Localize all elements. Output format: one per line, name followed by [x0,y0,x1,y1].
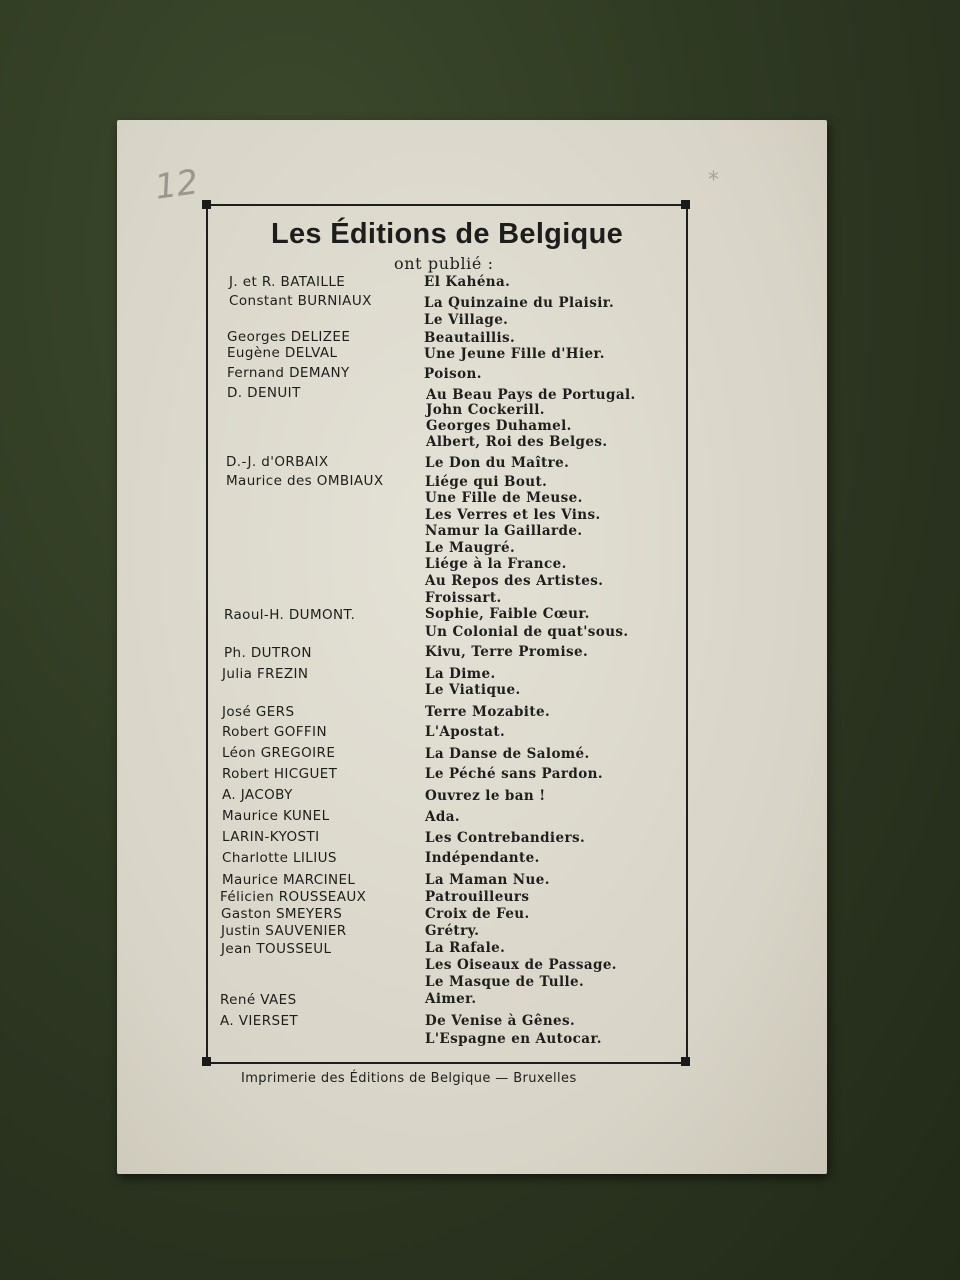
author-name: Raoul-H. DUMONT. [224,607,356,623]
book-title: La Quinzaine du Plaisir. [424,295,615,311]
book-title: Albert, Roi des Belges. [426,434,608,450]
book-title: Terre Mozabite. [425,704,551,720]
frame-corner-ornament [202,1057,211,1066]
author-name: Maurice MARCINEL [222,872,356,888]
author-name: Justin SAUVENIER [221,923,347,939]
frame-corner-ornament [681,1057,690,1066]
book-title: Le Don du Maître. [425,455,570,471]
frame-corner-ornament [202,200,211,209]
book-title: Liége à la France. [425,556,567,572]
author-name: A. VIERSET [220,1013,299,1029]
book-title: Le Viatique. [425,682,521,698]
author-name: Charlotte LILIUS [222,850,337,866]
book-title: Beautaillis. [424,330,516,346]
book-title: La Rafale. [425,940,506,956]
book-title: Les Verres et les Vins. [425,507,601,523]
book-title: Le Péché sans Pardon. [425,766,603,782]
author-name: D.-J. d'ORBAIX [226,454,329,470]
book-title: Le Maugré. [425,540,516,556]
book-title: La Maman Nue. [425,872,550,888]
pencil-star-mark: * [708,168,719,193]
book-title: La Danse de Salomé. [425,746,590,762]
author-name: Ph. DUTRON [224,645,312,661]
book-title: Indépendante. [425,850,540,866]
author-name: Jean TOUSSEUL [221,941,332,957]
book-title: Les Contrebandiers. [425,830,586,846]
book-title: L'Espagne en Autocar. [425,1031,602,1047]
book-title: La Dime. [425,666,496,682]
book-title: Froissart. [425,590,502,606]
book-title: Les Oiseaux de Passage. [425,957,617,973]
book-title: Kivu, Terre Promise. [425,644,589,660]
author-name: Gaston SMEYERS [221,906,343,922]
author-name: Julia FREZIN [222,666,309,682]
book-title: Ouvrez le ban ! [425,788,546,804]
author-name: Maurice KUNEL [222,808,330,824]
book-title: John Cockerill. [426,402,545,418]
book-title: Une Jeune Fille d'Hier. [424,346,605,362]
book-title: Grétry. [425,923,480,939]
author-name: Eugène DELVAL [227,345,338,361]
book-title: Aimer. [425,991,477,1007]
printer-imprint: Imprimerie des Éditions de Belgique — Bruxelles [241,1071,577,1086]
book-title: Namur la Gaillarde. [425,523,583,539]
author-name: José GERS [222,704,295,720]
book-title: Au Beau Pays de Portugal. [426,387,636,403]
author-name: D. DENUIT [227,385,301,401]
book-title: Au Repos des Artistes. [425,573,604,589]
book-title: L'Apostat. [425,724,506,740]
book-title: Patrouilleurs [425,889,530,905]
publisher-title: Les Éditions de Belgique [270,218,624,250]
book-title: Sophie, Faible Cœur. [425,606,590,622]
author-name: Robert HICGUET [222,766,338,782]
author-name: Léon GREGOIRE [222,745,336,761]
book-title: Poison. [424,366,482,382]
catalog-subtitle: ont publié : [394,254,494,273]
author-name: Georges DELIZEE [227,329,351,345]
author-name: J. et R. BATAILLE [229,274,346,290]
book-title: Croix de Feu. [425,906,530,922]
frame-corner-ornament [681,200,690,209]
author-name: A. JACOBY [222,787,293,803]
book-title: De Venise à Gênes. [425,1013,576,1029]
book-title: Liége qui Bout. [425,474,548,490]
book-title: Le Masque de Tulle. [425,974,585,990]
author-name: René VAES [220,992,297,1008]
author-name: Constant BURNIAUX [229,293,372,309]
book-title: El Kahéna. [424,274,511,290]
book-title: Une Fille de Meuse. [425,490,583,506]
book-title: Georges Duhamel. [426,418,572,434]
author-name: LARIN-KYOSTI [222,829,320,845]
author-name: Maurice des OMBIAUX [226,473,384,489]
author-name: Fernand DEMANY [227,365,350,381]
book-title: Le Village. [424,312,509,328]
book-title: Ada. [425,809,460,825]
pencil-number-mark: 12 [152,162,201,208]
author-name: Félicien ROUSSEAUX [220,889,367,905]
author-name: Robert GOFFIN [222,724,327,740]
book-title: Un Colonial de quat'sous. [425,624,629,640]
